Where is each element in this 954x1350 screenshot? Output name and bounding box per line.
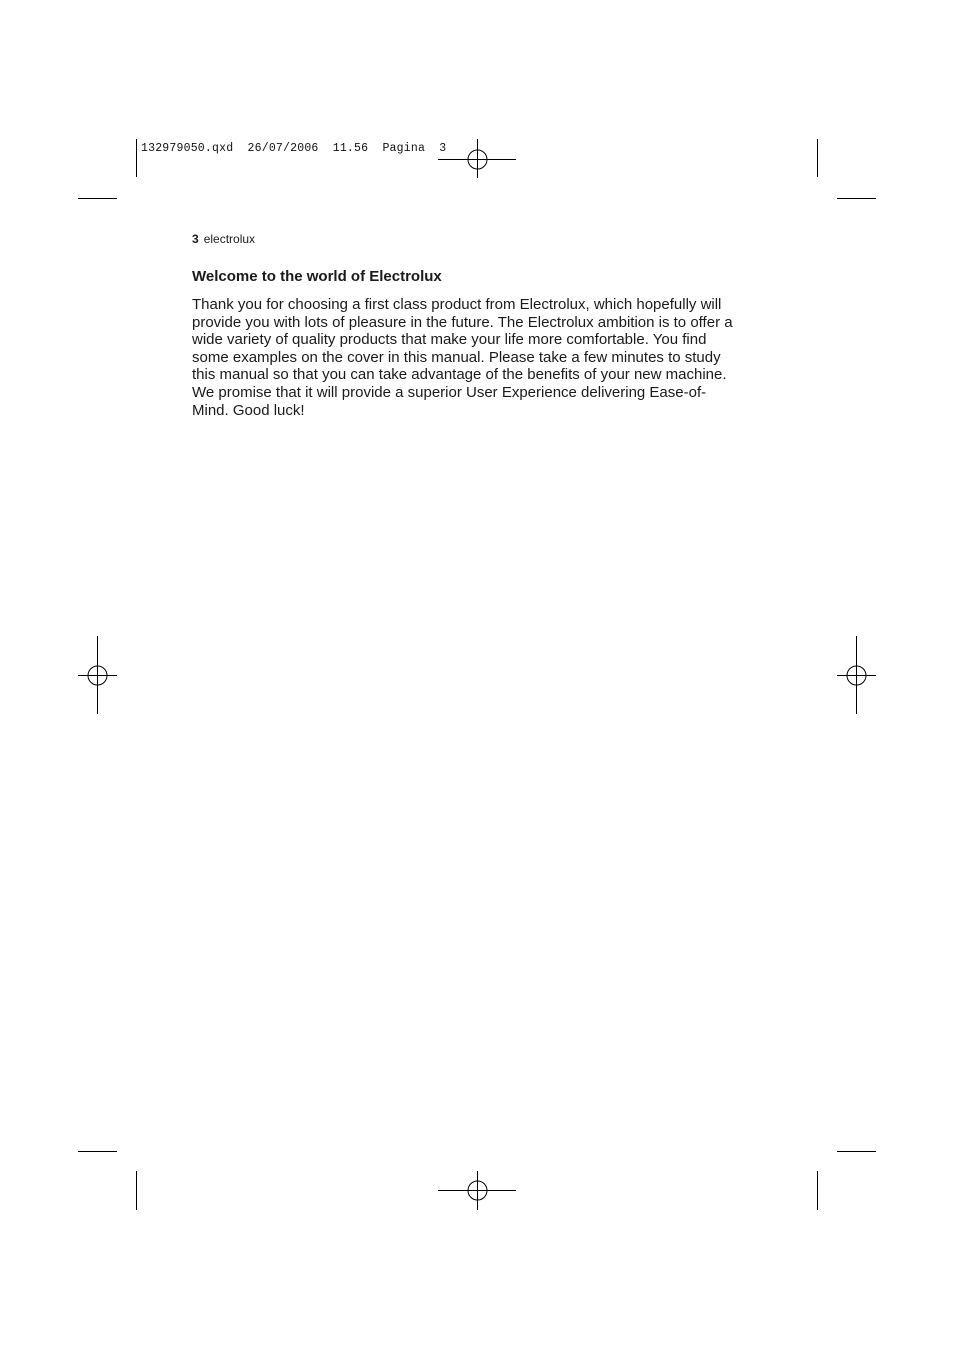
running-head [192,232,255,246]
registration-mark-top [438,139,516,178]
paragraph-line: provide you with lots of pleasure in the future. The Electrolux ambition is to offer a [192,313,733,331]
paragraph-line: Thank you for choosing a first class product from Electrolux, which hopefully will [192,296,722,313]
registration-mark-right [837,636,876,714]
paragraph-line: this manual so that you can take advantage of the benefits of your new machine. [192,366,727,384]
paragraph-line: We promise that it will provide a superior User Experience delivering Ease-of- [192,383,707,401]
paragraph-line: wide variety of quality products that make your life more comfortable. You find [192,331,707,349]
paragraph-line: some examples on the cover in this manual. Please take a few minutes to study [192,348,721,366]
print-slug: 132979050.qxd 26/07/2006 11.56 Pagina 3 [141,142,447,155]
paragraph-line: Mind. Good luck! [192,401,305,419]
welcome-paragraph [192,296,762,419]
brand-name: electrolux [203,232,256,246]
page-number: 3 [192,232,199,246]
registration-mark-bottom [438,1171,516,1210]
section-title: Welcome to the world of Electrolux [192,268,442,285]
registration-mark-left [78,636,117,714]
